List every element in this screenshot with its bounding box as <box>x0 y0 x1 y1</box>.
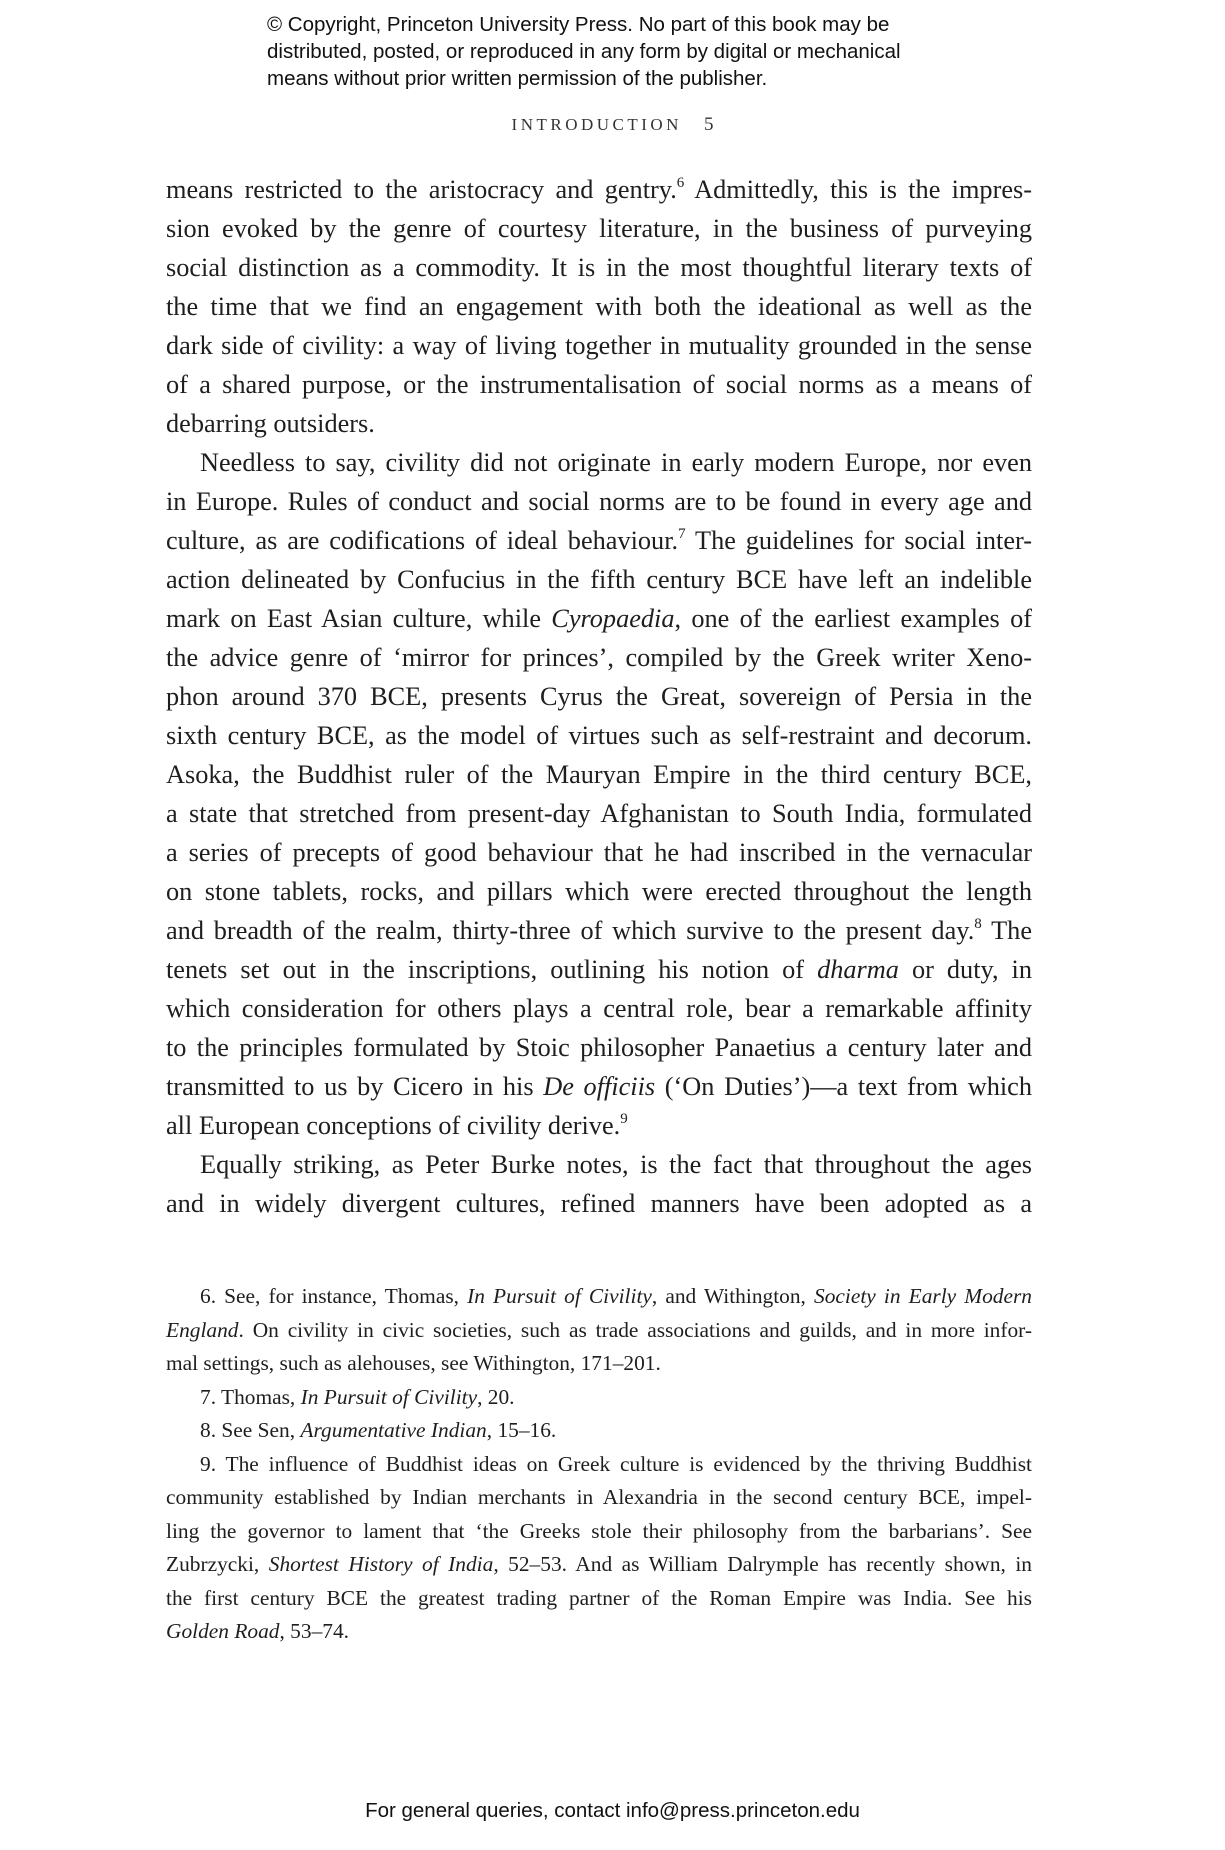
text-line: and in widely divergent cultures, refined manners have been adopted as a <box>166 1189 1032 1218</box>
text-line <box>166 1548 1032 1582</box>
text-line <box>166 599 1032 638</box>
text-run: 7. Thomas, <box>200 1384 301 1409</box>
text-run: The <box>981 916 1033 945</box>
copyright-line: © Copyright, Princeton University Press. No part of this book may be <box>267 13 890 36</box>
copyright-line: distributed, posted, or reproduced in any form by digital or mechanical <box>267 40 901 63</box>
text-run: , 53–74. <box>279 1619 350 1643</box>
text-run: means restricted to the aristocracy and gentry. <box>166 175 677 204</box>
footnote-ref-8[interactable]: 8 <box>974 916 982 932</box>
text-line: ling the governor to lament that ‘the Greeks stole their philosophy from the barbarians’. See <box>166 1518 1032 1543</box>
italic-title: Argumentative Indian <box>300 1418 487 1442</box>
text-run: culture, as are codifications of ideal behaviour. <box>166 526 679 555</box>
footnote-ref-6[interactable]: 6 <box>676 175 685 191</box>
text-line: action delineated by Confucius in the fifth century BCE have left an indelible <box>166 565 1032 594</box>
footnote-7 <box>166 1381 1032 1415</box>
text-line <box>166 1067 1032 1106</box>
italic-title: De officiis <box>543 1072 656 1101</box>
footnote-ref-7[interactable]: 7 <box>678 526 686 542</box>
footnotes <box>166 1280 1032 1649</box>
footnote-ref-9[interactable]: 9 <box>620 1111 628 1127</box>
text-line: debarring outsiders. <box>166 409 375 438</box>
text-run: transmitted to us by Cicero in his <box>166 1072 544 1101</box>
text-line: the time that we find an engagement with both the ideational as well as the <box>166 292 1032 321</box>
text-line: to the principles formulated by Stoic philosopher Panaetius a century later and <box>166 1033 1032 1062</box>
text-run: and breadth of the realm, thirty-three of which survive to the present day. <box>166 916 975 945</box>
text-line <box>166 1615 1032 1649</box>
text-run: or duty, in <box>898 955 1033 984</box>
text-line: Needless to say, civility did not originate in early modern Europe, nor even <box>200 448 1032 477</box>
text-run: mark on East Asian culture, while <box>166 604 552 633</box>
text-line: which consideration for others plays a central role, bear a remarkable affinity <box>166 994 1032 1023</box>
italic-title: Shortest History of India <box>268 1552 494 1576</box>
italic-title: In Pursuit of Civility <box>467 1284 652 1308</box>
text-line <box>166 1280 1032 1314</box>
page-number: 5 <box>703 114 714 135</box>
text-run: tenets set out in the inscriptions, outlining his notion of <box>166 955 818 984</box>
paragraph-3 <box>166 1145 1032 1223</box>
text-line: on stone tablets, rocks, and pillars which were erected throughout the length <box>166 877 1032 906</box>
text-run: , 52–53. And as William Dalrymple has recently shown, in <box>493 1552 1033 1576</box>
text-line <box>166 170 1032 209</box>
text-run: . On civility in civic societies, such as trade associations and guilds, and in more infor- <box>238 1317 1032 1342</box>
section-title: INTRODUCTION <box>511 115 682 134</box>
text-run: 8. See Sen, <box>200 1418 301 1442</box>
italic-title: Golden Road <box>166 1619 280 1643</box>
text-run: Admittedly, this is the impres- <box>684 175 1032 204</box>
text-run: , one of the earliest examples of <box>674 604 1032 633</box>
running-head <box>0 114 1225 136</box>
text-line <box>166 911 1032 950</box>
footnote-8 <box>166 1414 1032 1448</box>
text-line: of a shared purpose, or the instrumentalisation of social norms as a means of <box>166 370 1032 399</box>
text-line: Equally striking, as Peter Burke notes, is the fact that throughout the ages <box>200 1150 1032 1179</box>
footnote-9 <box>166 1448 1032 1649</box>
italic-title: Society in Early Modern <box>814 1284 1033 1308</box>
text-line: a series of precepts of good behaviour that he had inscribed in the vernacular <box>166 838 1032 867</box>
copyright-notice <box>267 11 1027 92</box>
italic-title: Cyropaedia <box>551 604 675 633</box>
body-text <box>166 170 1032 1223</box>
text-line: 9. The influence of Buddhist ideas on Greek culture is evidenced by the thriving Buddhist <box>200 1451 1032 1476</box>
text-line: in Europe. Rules of conduct and social norms are to be found in every age and <box>166 487 1032 516</box>
text-run: , 15–16. <box>486 1418 557 1442</box>
italic-title: England <box>166 1317 239 1342</box>
text-line <box>166 1414 1032 1448</box>
copyright-line: means without prior written permission of the publisher. <box>267 67 768 90</box>
text-line: sion evoked by the genre of courtesy literature, in the business of purveying <box>166 214 1032 243</box>
text-line: Asoka, the Buddhist ruler of the Mauryan Empire in the third century BCE, <box>166 760 1032 789</box>
paragraph-2 <box>166 443 1032 1145</box>
text-line: a state that stretched from present-day Afghanistan to South India, formulated <box>166 799 1032 828</box>
paragraph-1 <box>166 170 1032 443</box>
text-line <box>166 950 1032 989</box>
text-run: all European conceptions of civility derive. <box>166 1111 621 1140</box>
text-line <box>166 521 1032 560</box>
text-run: The guidelines for social inter- <box>685 526 1032 555</box>
contact-footer: For general queries, contact info@press.princeton.edu <box>365 1799 860 1822</box>
text-line: sixth century BCE, as the model of virtues such as self-restraint and decorum. <box>166 721 1032 750</box>
text-line: dark side of civility: a way of living together in mutuality grounded in the sense <box>166 331 1032 360</box>
text-run: , 20. <box>477 1384 515 1409</box>
text-line: the first century BCE the greatest trading partner of the Roman Empire was India. See his <box>166 1585 1032 1610</box>
text-run: 6. See, for instance, Thomas, <box>200 1284 468 1308</box>
text-line <box>166 1381 1032 1415</box>
text-run: (‘On Duties’)—a text from which <box>655 1072 1032 1101</box>
text-line: the advice genre of ‘mirror for princes’, compiled by the Greek writer Xeno- <box>166 643 1032 672</box>
text-line <box>166 1314 1032 1348</box>
text-run: Zubrzycki, <box>166 1552 269 1576</box>
italic-title: In Pursuit of Civility <box>300 1384 478 1409</box>
footnote-6 <box>166 1280 1032 1381</box>
text-run: , and Withington, <box>651 1284 815 1308</box>
text-line: social distinction as a commodity. It is in the most thoughtful literary texts of <box>166 253 1032 282</box>
italic-term: dharma <box>817 955 899 984</box>
text-line: mal settings, such as alehouses, see Withington, 171–201. <box>166 1351 661 1375</box>
text-line: phon around 370 BCE, presents Cyrus the Great, sovereign of Persia in the <box>166 682 1032 711</box>
text-line <box>166 1106 1032 1145</box>
text-line: community established by Indian merchants in Alexandria in the second century BCE, impel- <box>166 1485 1032 1509</box>
